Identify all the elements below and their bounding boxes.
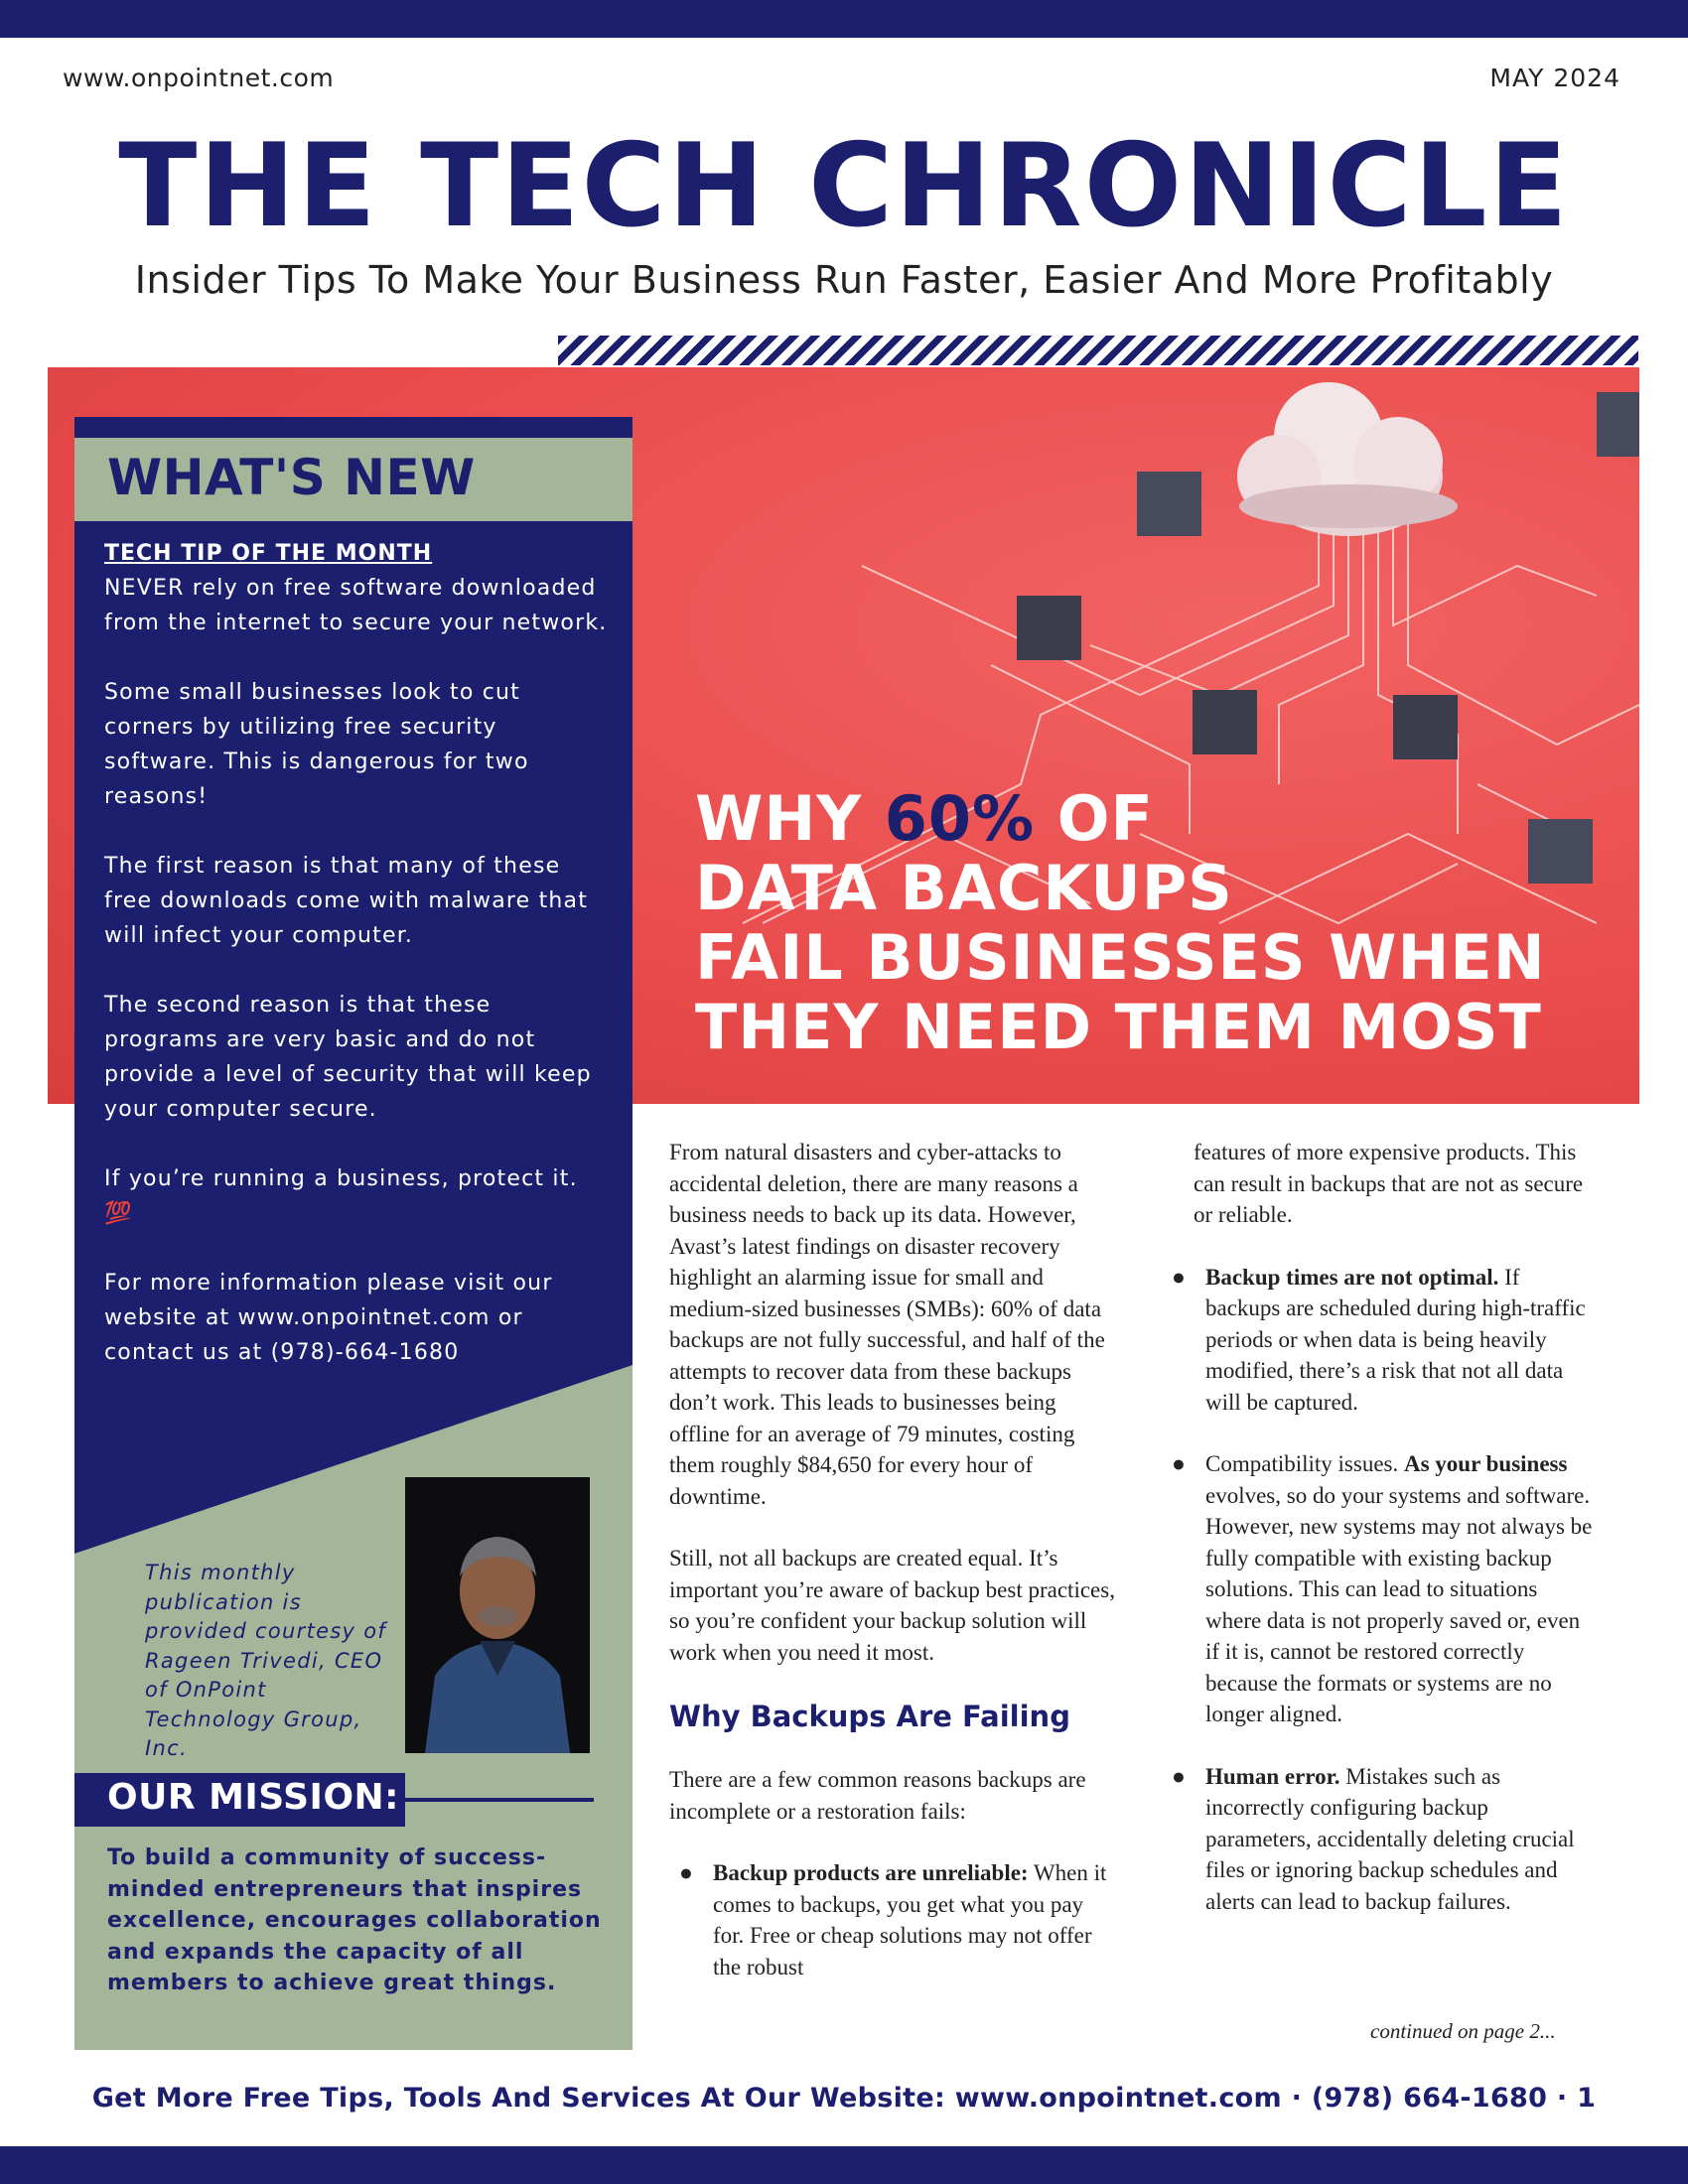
article-column-2 <box>1162 1137 1599 1948</box>
list-item: ● Human error. Mistakes such as incorrectly configuring backup parameters, accidentally deleting crucial files or ignoring backup schedules and alerts can lead to backup failures. <box>1162 1761 1599 1918</box>
article-paragraph: There are a few common reasons backups are incomplete or a restoration fails: <box>669 1767 1086 1824</box>
tip-contact: For more information please visit our website at www.onpointnet.com or contact us at (978)-664-1680 <box>104 1271 553 1365</box>
list-item-continued: features of more expensive products. This can result in backups that are not as secure or reliable. <box>1194 1140 1584 1227</box>
mission-statement: To build a community of success-minded entrepreneurs that inspires excellence, encourages collaboration and expands the capacity of all members to achieve great things. <box>107 1845 602 1995</box>
list-item: ● Compatibility issues. As your business evolves, so do your systems and software. However, new systems may not always be fully compatible with existing backup solutions. This can lead to situations where data is not properly saved or, even if it is, cannot be restored correctly because the formats or systems are no longer aligned. <box>1162 1448 1599 1730</box>
mission-title: OUR MISSION: <box>107 1777 400 1818</box>
tip-paragraph: Some small businesses look to cut corners by utilizing free security software. This is dangerous for two reasons! <box>104 680 529 809</box>
bullet-icon: ● <box>1172 1264 1186 1290</box>
top-bar <box>0 0 1688 38</box>
website-url[interactable]: www.onpointnet.com <box>63 64 335 92</box>
tip-paragraph: If you’re running a business, protect it. 💯 <box>104 1166 578 1226</box>
whats-new-title: WHAT'S NEW <box>107 449 476 506</box>
bullet-icon: ● <box>1172 1763 1186 1789</box>
courtesy-note: This monthly publication is provided courtesy of Rageen Trivedi, CEO of OnPoint Technology Group, Inc. <box>145 1561 387 1760</box>
article-paragraph: Still, not all backups are created equal. It’s important you’re aware of backup best practices, so you’re confident your backup solution will work when you need it most. <box>669 1546 1115 1665</box>
decorative-stripes <box>558 336 1638 365</box>
cloud-icon <box>1237 382 1458 536</box>
mission-divider <box>405 1798 594 1802</box>
article-subheading: Why Backups Are Failing <box>669 1700 1070 1733</box>
article-column-1 <box>669 1137 1116 2013</box>
author-photo <box>405 1477 590 1753</box>
tip-intro: NEVER rely on free software downloaded from the internet to secure your network. <box>104 576 608 635</box>
headline-accent: 60% <box>884 782 1036 855</box>
article-paragraph: From natural disasters and cyber-attacks to accidental deletion, there are many reasons a business needs to back up its data. However, Avast’s latest findings on disaster recovery highlight an alarming issue for small and medium-sized businesses (SMBs): 60% of data backups are not fully successful, and half of the attempts to recover data from these backups don’t work. This leads to businesses being offline for an average of 79 minutes, costing them roughly $84,650 for every hour of downtime. <box>669 1140 1105 1509</box>
list-item: ● Backup times are not optimal. If backups are scheduled during high-traffic periods or when data is being heavily modified, there’s a risk that not all data will be captured. <box>1162 1262 1599 1419</box>
bottom-bar <box>0 2146 1688 2184</box>
bullet-icon: ● <box>679 1860 693 1885</box>
tagline: Insider Tips To Make Your Business Run Faster, Easier And More Profitably <box>134 258 1554 302</box>
tech-tip <box>104 536 611 1405</box>
tip-paragraph: The second reason is that these programs are very basic and do not provide a level of security that will keep your computer secure. <box>104 993 592 1122</box>
footer-text: Get More Free Tips, Tools And Services At Our Website: www.onpointnet.com · (978) 664-1680 · 1 <box>91 2083 1597 2114</box>
tip-heading: TECH TIP OF THE MONTH <box>104 541 433 566</box>
issue-date: MAY 2024 <box>1489 64 1620 92</box>
hero-headline: WHY 60% OF DATA BACKUPS FAIL BUSINESSES WHEN THEY NEED THEM MOST <box>695 782 1546 1063</box>
bullet-icon: ● <box>1172 1451 1186 1476</box>
continued-note[interactable]: continued on page 2... <box>1370 2019 1556 2043</box>
list-item: ● Backup products are unreliable: When it comes to backups, you get what you pay for. Free or cheap solutions may not offer the robust <box>669 1857 1116 1982</box>
newsletter-title: THE TECH CHRONICLE <box>118 119 1570 253</box>
tip-paragraph: The first reason is that many of these free downloads come with malware that will infect your computer. <box>104 854 589 948</box>
